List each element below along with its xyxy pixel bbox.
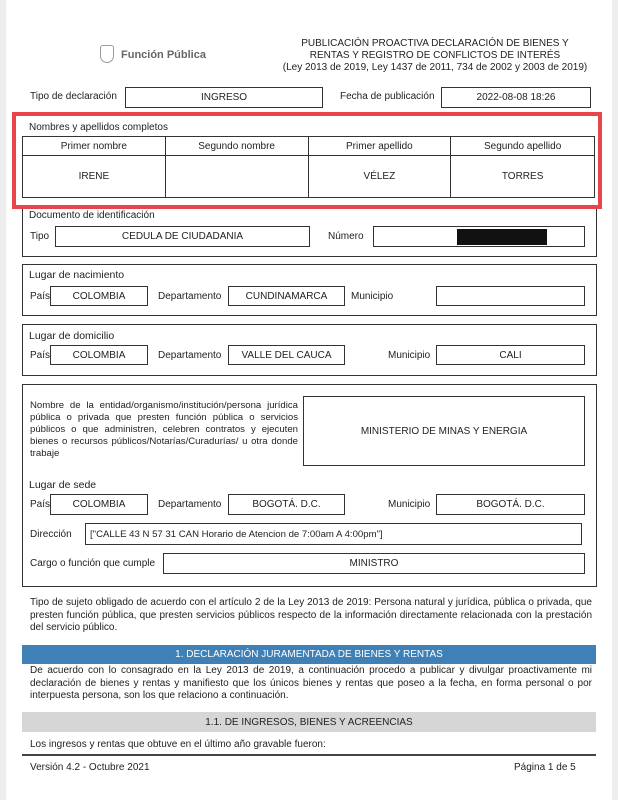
numero-value xyxy=(373,226,585,247)
section-1-1-header: 1.1. DE INGRESOS, BIENES Y ACREENCIAS xyxy=(22,712,596,732)
nacimiento-title: Lugar de nacimiento xyxy=(29,269,125,281)
sede-depto: BOGOTÁ. D.C. xyxy=(228,494,345,515)
cargo-value: MINISTRO xyxy=(163,553,585,574)
primer-nombre: IRENE xyxy=(23,156,166,197)
sede-title: Lugar de sede xyxy=(29,479,97,491)
footer-version: Versión 4.2 - Octubre 2021 xyxy=(30,762,150,773)
dom-depto-label: Departamento xyxy=(158,350,222,361)
section-1-1-text: Los ingresos y rentas que obtuve en el último año gravable fueron: xyxy=(30,739,326,750)
page-edge-left xyxy=(0,0,6,800)
dom-muni: CALI xyxy=(436,345,585,365)
sede-pais-label: País xyxy=(30,499,51,510)
sede-depto-label: Departamento xyxy=(158,499,222,510)
logo-text: Función Pública xyxy=(121,49,206,61)
documento-tipo-label: Tipo xyxy=(30,231,50,242)
cargo-label: Cargo o función que cumple xyxy=(30,558,156,569)
document-title xyxy=(270,38,600,74)
footer-page-number: Página 1 de 5 xyxy=(514,762,576,773)
tipo-declaracion-value: INGRESO xyxy=(125,87,323,108)
highlight-box xyxy=(12,112,602,209)
entidad-label: Nombre de la entidad/organismo/institución/persona jurídica pública o privada que presten función pública o servicios públicos o que administren, celebren contratos y ejecuten bienes o recursos públicos/Notarías/Curadurías/ u otra donde trabaje xyxy=(30,400,298,459)
direccion-label: Dirección xyxy=(30,529,72,540)
nac-pais: COLOMBIA xyxy=(50,286,148,306)
footer-divider xyxy=(22,754,596,756)
dom-depto: VALLE DEL CAUCA xyxy=(228,345,345,365)
header-segundo-apellido: Segundo apellido xyxy=(451,137,594,156)
primer-apellido: VÉLEZ xyxy=(309,156,452,197)
header-primer-apellido: Primer apellido xyxy=(309,137,452,156)
fecha-label: Fecha de publicación xyxy=(340,91,435,102)
domicilio-title: Lugar de domicilio xyxy=(29,330,115,342)
numero-label: Número xyxy=(328,231,364,242)
fecha-value: 2022-08-08 18:26 xyxy=(441,87,591,108)
dom-pais: COLOMBIA xyxy=(50,345,148,365)
header-primer-nombre: Primer nombre xyxy=(23,137,166,156)
tipo-sujeto-text: Tipo de sujeto obligado de acuerdo con el artículo 2 de la Ley 2013 de 2019: Persona natural y jurídica, pública o privada, que presten función pública, que presten servicios públicos respecto de la información directamente relacionada con la prestación del servicio público. xyxy=(30,597,592,633)
documento-title: Documento de identificación xyxy=(29,210,155,221)
nac-pais-label: País xyxy=(30,291,51,302)
tipo-declaracion-label: Tipo de declaración xyxy=(30,91,117,102)
coat-of-arms-icon xyxy=(100,45,114,63)
direccion-value: ["CALLE 43 N 57 31 CAN Horario de Atencion de 7:00am A 4:00pm"] xyxy=(85,523,582,545)
section-1-text: De acuerdo con lo consagrado en la Ley 2013 de 2019, a continuación procedo a publicar y divulgar proactivamente mi declaración de bienes y rentas y manifiesto que los únicos bienes y rentas que poseo a la fecha, en forma personal o por interpuesta persona, son los que relaciono a continuación. xyxy=(30,665,592,701)
segundo-apellido: TORRES xyxy=(501,171,544,182)
dom-muni-label: Municipio xyxy=(388,350,431,361)
nombres-title: Nombres y apellidos completos xyxy=(29,122,168,133)
sede-muni-label: Municipio xyxy=(388,499,431,510)
nac-muni xyxy=(436,286,585,306)
sede-pais: COLOMBIA xyxy=(50,494,148,515)
section-1-header: 1. DECLARACIÓN JURAMENTADA DE BIENES Y RENTAS xyxy=(22,645,596,664)
title-line: (Ley 2013 de 2019, Ley 1437 de 2011, 734 de 2002 y 2003 de 2019) xyxy=(282,62,588,73)
nac-depto: CUNDINAMARCA xyxy=(228,286,345,306)
title-line: RENTAS Y REGISTRO DE CONFLICTOS DE INTERÉS xyxy=(309,50,561,61)
dom-pais-label: País xyxy=(30,350,51,361)
nac-depto-label: Departamento xyxy=(158,291,222,302)
header-segundo-nombre: Segundo nombre xyxy=(166,137,309,156)
documento-tipo-value: CEDULA DE CIUDADANIA xyxy=(55,226,310,247)
page-edge-right xyxy=(612,0,618,800)
sede-muni: BOGOTÁ. D.C. xyxy=(436,494,585,515)
title-line: PUBLICACIÓN PROACTIVA DECLARACIÓN DE BIENES Y xyxy=(301,38,569,49)
redaction-bar xyxy=(457,229,547,245)
entidad-value: MINISTERIO DE MINAS Y ENERGIA xyxy=(303,396,585,466)
nac-muni-label: Municipio xyxy=(351,291,394,302)
